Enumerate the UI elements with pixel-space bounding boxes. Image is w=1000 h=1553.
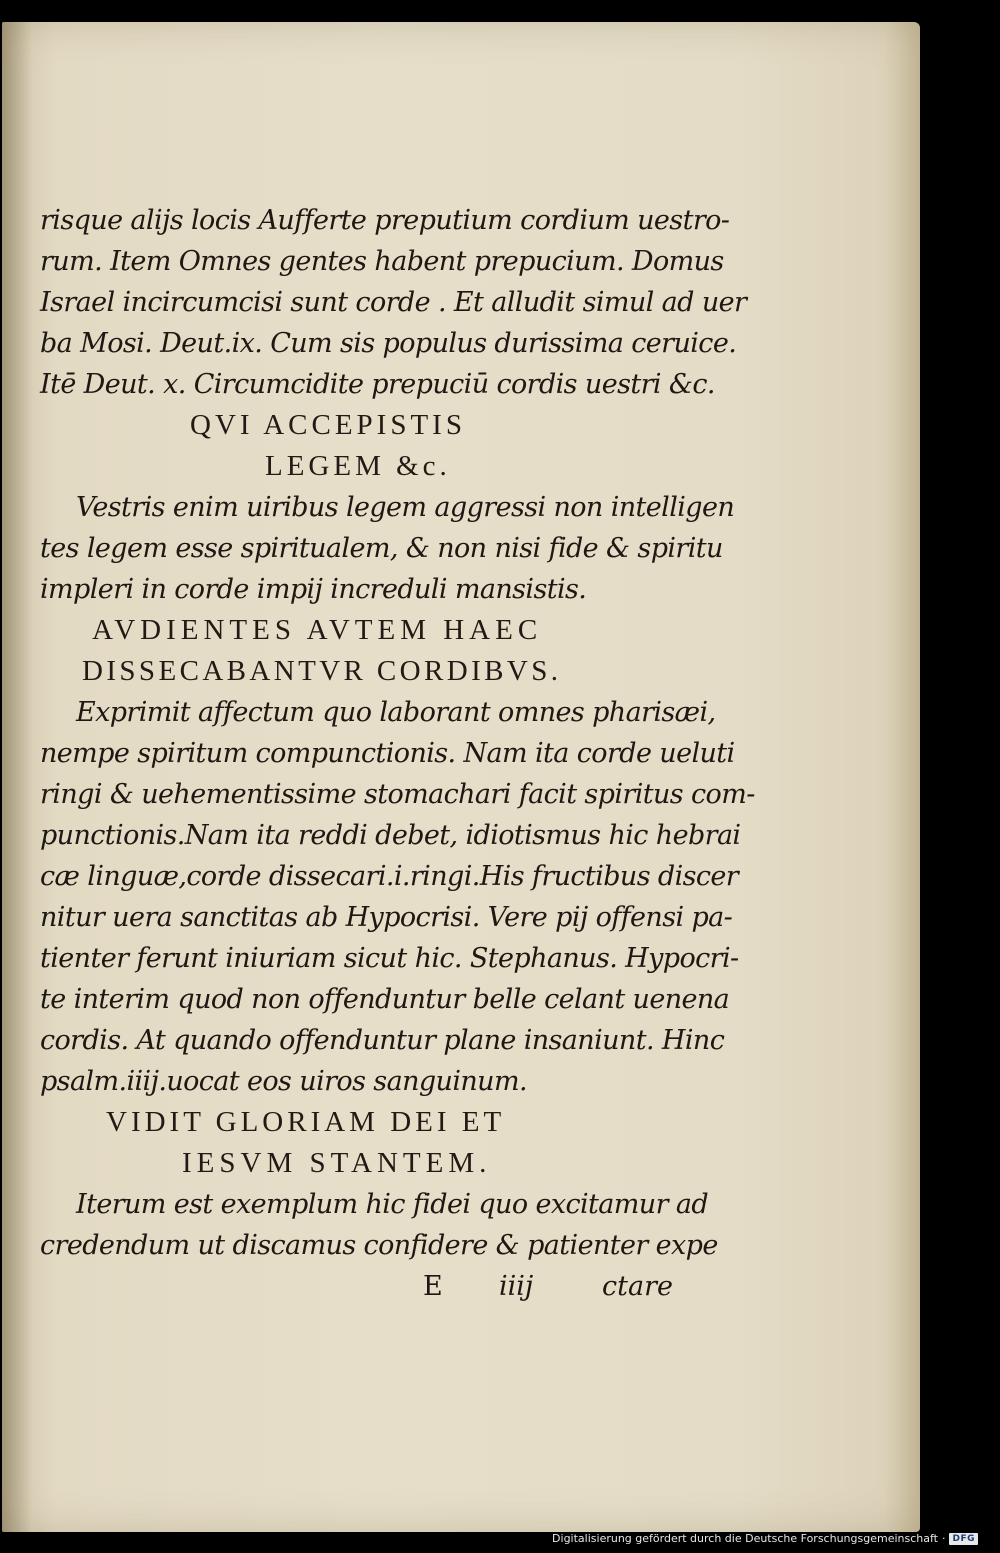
catchword: ctare [602,1271,673,1302]
text-line: nempe spiritum compunctionis. Nam ita corde ueluti [40,738,735,769]
signature-letter: E [423,1271,443,1302]
signature-line [40,1266,700,1307]
page-gutter-shadow [2,22,32,1532]
section-heading: AVDIENTES AVTEM HAEC [92,614,543,646]
text-line: risque alijs locis Aufferte preputium cordium uestro- [40,205,730,236]
page-text-block [40,200,755,1307]
dfg-logo-icon: DFG [949,1533,978,1545]
text-line: cæ linguæ,corde dissecari.i.ringi.His fructibus discer [40,861,739,892]
text-line: Israel incircumcisi sunt corde . Et alludit simul ad uer [40,287,747,318]
section-heading: VIDIT GLORIAM DEI ET [106,1106,506,1138]
signature-number: iiij [499,1271,534,1302]
text-line: tienter ferunt iniuriam sicut hic. Stephanus. Hypocri- [40,943,739,974]
digitization-credit: Digitalisierung gefördert durch die Deutsche Forschungsgemeinschaft · DFG [552,1532,978,1545]
section-heading: IESVM STANTEM. [182,1147,492,1179]
text-line: ba Mosi. Deut.ix. Cum sis populus durissima ceruice. [40,328,737,359]
text-line: psalm.iiij.uocat eos uiros sanguinum. [40,1066,527,1097]
text-line: impleri in corde impij increduli mansistis. [40,574,587,605]
text-line: Iterum est exemplum hic fidei quo excitamur ad [76,1189,709,1220]
text-line: cordis. At quando offenduntur plane insaniunt. Hinc [40,1025,725,1056]
text-line: Exprimit affectum quo laborant omnes pharisæi, [76,697,716,728]
text-line: Vestris enim uiribus legem aggressi non intelligen [76,492,735,523]
section-heading: DISSECABANTVR CORDIBVS. [82,655,562,687]
text-line: credendum ut discamus confidere & patienter expe [40,1230,718,1261]
section-heading: LEGEM &c. [265,450,451,482]
text-line: ringi & uehementissime stomachari facit spiritus com- [40,779,755,810]
text-line: rum. Item Omnes gentes habent prepucium. Domus [40,246,724,277]
text-line: punctionis.Nam ita reddi debet, idiotismus hic hebrai [40,820,741,851]
book-page [2,22,920,1532]
text-line: nitur uera sanctitas ab Hypocrisi. Vere pij offensi pa- [40,902,733,933]
text-line: Itē Deut. x. Circumcidite prepuciū cordis uestri &c. [40,369,715,400]
section-heading: QVI ACCEPISTIS [190,409,466,441]
credit-text: Digitalisierung gefördert durch die Deutsche Forschungsgemeinschaft [552,1532,938,1545]
text-line: te interim quod non offenduntur belle celant uenena [40,984,730,1015]
text-line: tes legem esse spiritualem, & non nisi fide & spiritu [40,533,723,564]
